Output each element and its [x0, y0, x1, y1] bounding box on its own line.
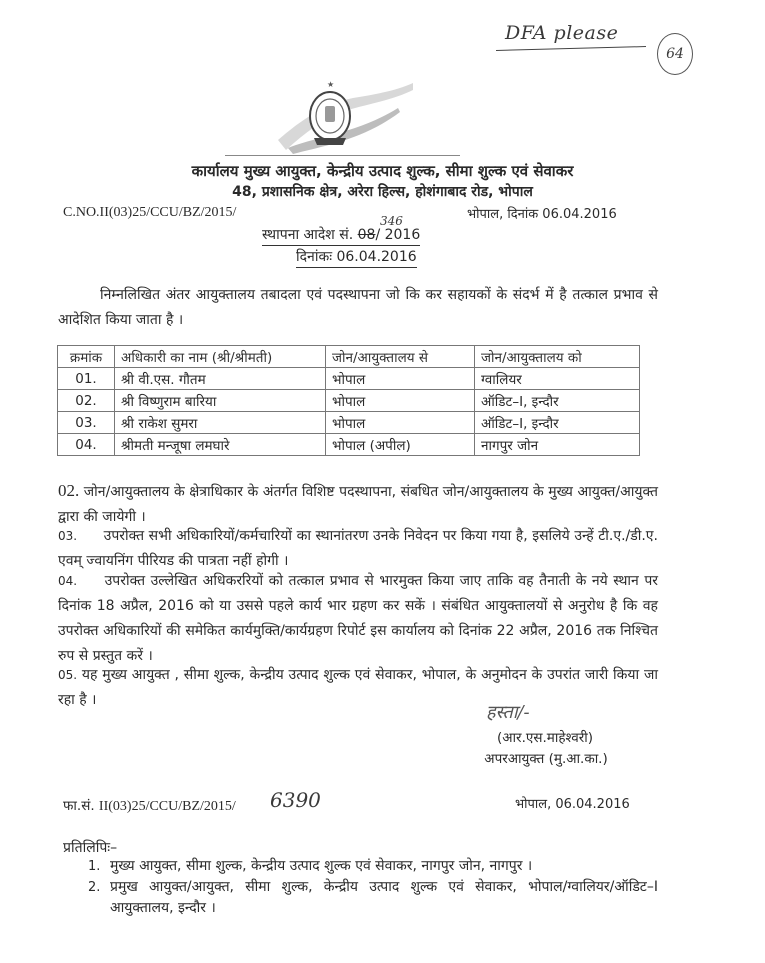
- cell-serial: 03.: [58, 412, 115, 434]
- cell-from: भोपाल: [326, 390, 475, 412]
- signatory-designation: अपरआयुक्त (मु.आ.का.): [484, 751, 608, 767]
- order-number: [262, 225, 420, 246]
- cell-to: ऑडिट–I, इन्दौर: [475, 390, 640, 412]
- order-prefix: स्थापना आदेश सं.: [262, 227, 354, 243]
- table-row: [58, 434, 640, 456]
- header-to: जोन/आयुक्तालय को: [475, 346, 640, 368]
- cell-serial: 04.: [58, 434, 115, 456]
- struck-order-number: 08: [357, 227, 376, 243]
- office-address: 48, प्रशासनिक क्षेत्र, अरेरा हिल्स, होशंगाबाद रोड, भोपाल: [232, 184, 533, 200]
- paragraph-04: [58, 569, 658, 669]
- transfer-table: [57, 345, 640, 456]
- reference-number: C.NO.II(03)25/CCU/BZ/2015/: [63, 205, 237, 220]
- handwritten-signature: हस्ता/-: [486, 702, 530, 723]
- cell-name: श्रीमती मन्जूषा लमघारे: [115, 434, 326, 456]
- paragraph-text: उपरोक्त उल्लेखित अधिकररियों को तत्काल प्रभाव से भारमुक्त किया जाए ताकि वह तैनाती के नये स्थान पर दिनांक 18 अप्रैल, 2016 को या उससे पहले कार्य भार ग्रहण कर सकें । संबंधित आयुक्तालयों से अनुरोध है कि वह उपरोक्त अधिकारियों की समेकित कार्यमुक्ति/कार्यग्रहण रिपोर्ट इस कार्यालय को दिनांक 22 अप्रैल, 2016 तक निश्चित रुप से प्रस्तुत करें ।: [58, 573, 658, 664]
- file-reference: [63, 796, 236, 815]
- cell-serial: 01.: [58, 368, 115, 390]
- copy-to-item: [88, 856, 658, 877]
- paragraph-number: 04.: [58, 574, 78, 588]
- cell-from: भोपाल: [326, 412, 475, 434]
- header-from: जोन/आयुक्तालय से: [326, 346, 475, 368]
- intro-paragraph: निम्नलिखित अंतर आयुक्तालय तबादला एवं पदस्थापना जो कि कर सहायकों के संदर्भ में है तत्काल प्रभाव से आदेशित किया जाता है ।: [58, 287, 658, 328]
- file-prefix: फा.सं.: [63, 798, 95, 814]
- handwritten-file-number: 6390: [270, 788, 321, 812]
- copy-item-number: 2.: [88, 880, 101, 895]
- table-row: [58, 390, 640, 412]
- note-underline: [496, 46, 646, 51]
- paragraph-02: [58, 478, 658, 530]
- cell-to: ऑडिट–I, इन्दौर: [475, 412, 640, 434]
- paragraph-text: जोन/आयुक्तालय के क्षेत्राधिकार के अंतर्गत विशिष्ट पदस्थापना, संबधित जोन/आयुक्तालय के मुख्य आयुक्त/आयुक्त द्वारा की जायेगी ।: [58, 484, 658, 525]
- paragraph-05: [58, 663, 658, 713]
- cell-name: श्री वी.एस. गौतम: [115, 368, 326, 390]
- copy-to-heading: प्रतिलिपिः–: [63, 840, 118, 856]
- copy-to-item: [88, 877, 658, 919]
- department-emblem: [268, 78, 418, 158]
- header-serial: क्रमांक: [58, 346, 115, 368]
- handwritten-order-number: 346: [380, 214, 403, 228]
- file-number: II(03)25/CCU/BZ/2015/: [98, 799, 236, 814]
- office-title: कार्यालय मुख्य आयुक्त, केन्द्रीय उत्पाद शुल्क, सीमा शुल्क एवं सेवाकर: [191, 162, 574, 180]
- cell-name: श्री राकेश सुमरा: [115, 412, 326, 434]
- cell-from: भोपाल: [326, 368, 475, 390]
- paragraph-03: [58, 524, 658, 574]
- folio-number: 64: [657, 33, 693, 75]
- order-date: दिनांकः 06.04.2016: [296, 247, 417, 268]
- signatory-name: (आर.एस.माहेश्वरी): [496, 730, 594, 746]
- header-rule: [225, 155, 460, 156]
- file-place-date: भोपाल, 06.04.2016: [515, 797, 630, 812]
- paragraph-number: 03.: [58, 529, 78, 543]
- header-officer-name: अधिकारी का नाम (श्री/श्रीमती): [115, 346, 326, 368]
- paragraph-number: 02.: [58, 481, 80, 500]
- cell-from: भोपाल (अपील): [326, 434, 475, 456]
- paragraph-number: 05.: [58, 668, 78, 682]
- order-suffix: / 2016: [375, 227, 421, 243]
- cell-to: ग्वालियर: [475, 368, 640, 390]
- table-row: [58, 412, 640, 434]
- cell-serial: 02.: [58, 390, 115, 412]
- cell-to: नागपुर जोन: [475, 434, 640, 456]
- copy-item-text: प्रमुख आयुक्त/आयुक्त, सीमा शुल्क, केन्द्रीय उत्पाद शुल्क एवं सेवाकर, भोपाल/ग्वालियर/ऑडिट–I आयुक्तालय, इन्दौर ।: [110, 879, 658, 916]
- star-icon: ★: [327, 80, 335, 89]
- copy-item-text: मुख्य आयुक्त, सीमा शुल्क, केन्द्रीय उत्पाद शुल्क एवं सेवाकर, नागपुर जोन, नागपुर ।: [110, 858, 533, 874]
- handwritten-note: DFA please: [505, 22, 619, 44]
- paragraph-text: उपरोक्त सभी अधिकारियों/कर्मचारियों का स्थानांतरण उनके निवेदन पर किया गया है, इसलिये उन्हें टी.ए./डी.ए. एवम् ज्वायनिंग पीरियड की पात्रता नहीं होगी ।: [58, 528, 658, 569]
- place-date: भोपाल, दिनांक 06.04.2016: [467, 207, 617, 222]
- paragraph-text: यह मुख्य आयुक्त , सीमा शुल्क, केन्द्रीय उत्पाद शुल्क एवं सेवाकर, भोपाल, के अनुमोदन के उपरांत जारी किया जा रहा है ।: [58, 667, 658, 708]
- copy-item-number: 1.: [88, 859, 101, 874]
- table-row: [58, 368, 640, 390]
- copy-to-list: [88, 856, 658, 919]
- table-header-row: [58, 346, 640, 368]
- cell-name: श्री विष्णुराम बारिया: [115, 390, 326, 412]
